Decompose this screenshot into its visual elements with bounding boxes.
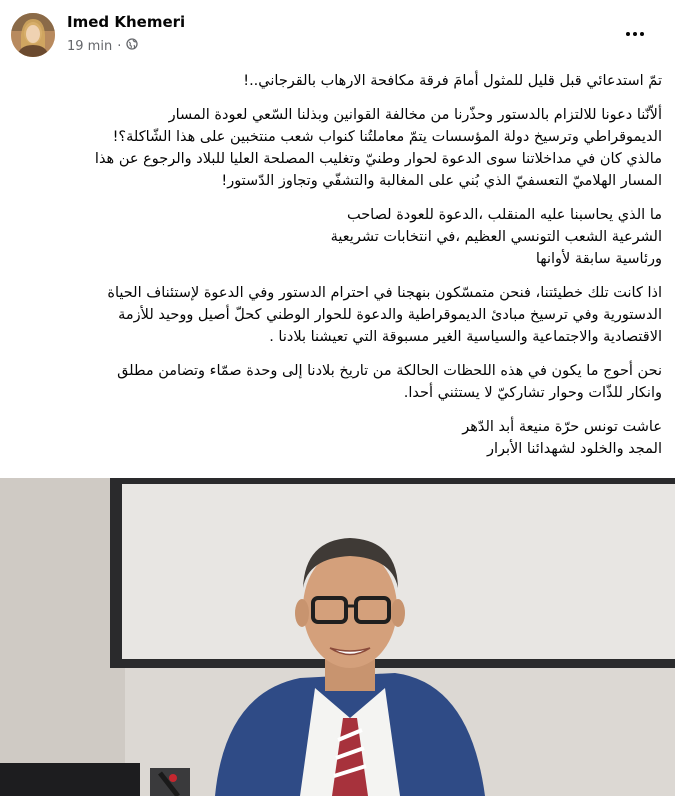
author-avatar[interactable] (11, 13, 55, 57)
avatar-image (11, 13, 55, 57)
text-line: وانكار للذّات وحوار تشاركيّ لا يستثني أحدا. (403, 385, 662, 401)
text-line: الشرعية الشعب التونسي العظيم ،في انتخابات تشريعية (330, 229, 662, 245)
text-line: نحن أحوج ما يكون في هذه اللحظات الحالكة من تاريخ بلادنا إلى وحدة صمّاء وتضامن مطلق (117, 363, 662, 379)
paragraph (14, 104, 662, 192)
text-line: مالذي كان في مداخلاتنا سوى الدعوة لحوار وطنيّ وتغليب المصلحة العليا للبلاد والرجوع عن هذا (94, 151, 662, 167)
paragraph (14, 416, 662, 460)
post-photo[interactable] (0, 478, 675, 796)
post-meta (67, 38, 138, 54)
more-options-icon[interactable] (621, 20, 649, 48)
author-name[interactable]: Imed Khemeri (67, 13, 186, 31)
text-line: المجد والخلود لشهدائنا الأبرار (486, 441, 662, 457)
meta-separator: · (117, 38, 122, 54)
paragraph (14, 282, 662, 348)
post-time[interactable]: 19 min (67, 38, 113, 54)
globe-icon[interactable] (126, 38, 138, 54)
post-text (14, 70, 662, 472)
text-line: عاشت تونس حرّة منيعة أبد الدّهر (462, 419, 662, 435)
text-line: ألاّنّنا دعونا للالتزام بالدستور وحذّرنا من مخالفة القوانين وبذلنا السّعي لعودة المسار (168, 107, 662, 123)
text-line: الاقتصادية والاجتماعية والسياسية الغير مسبوقة التي تعيشنا بلادنا . (269, 329, 662, 345)
text-line: تمّ استدعائي قبل قليل للمثول أمامَ فرقة مكافحة الارهاب بالقرجاني..! (243, 73, 662, 89)
text-line: المسار الهلاميّ التعسفيّ الذي بُني على المغالبة والتشفّي وتجاوز الدّستور! (221, 173, 662, 189)
photo-image (0, 478, 675, 796)
post-header (0, 0, 675, 70)
text-line: اذا كانت تلك خطيئتنا، فنحن متمسّكون بنهجنا في احترام الدستور وفي الدعوة لإستئناف الحياة (107, 285, 662, 301)
text-line: الدستورية وفي ترسيخ مبادئ الديموقراطية والدعوة للحوار الوطني كحلّ أصيل ووحيد للأزمة (118, 307, 662, 323)
text-line: الديموقراطي وترسيخ دولة المؤسسات يتمّ معاملتُنا كنواب شعب منتخبين على هذا الشّاكلة؟! (112, 129, 662, 145)
paragraph (14, 360, 662, 404)
paragraph (14, 204, 662, 270)
text-line: ورئاسية سابقة لأوانها (535, 251, 662, 267)
paragraph (14, 70, 662, 92)
text-line: ما الذي يحاسبنا عليه المنقلب ،الدعوة للعودة لصاحب (346, 207, 662, 223)
